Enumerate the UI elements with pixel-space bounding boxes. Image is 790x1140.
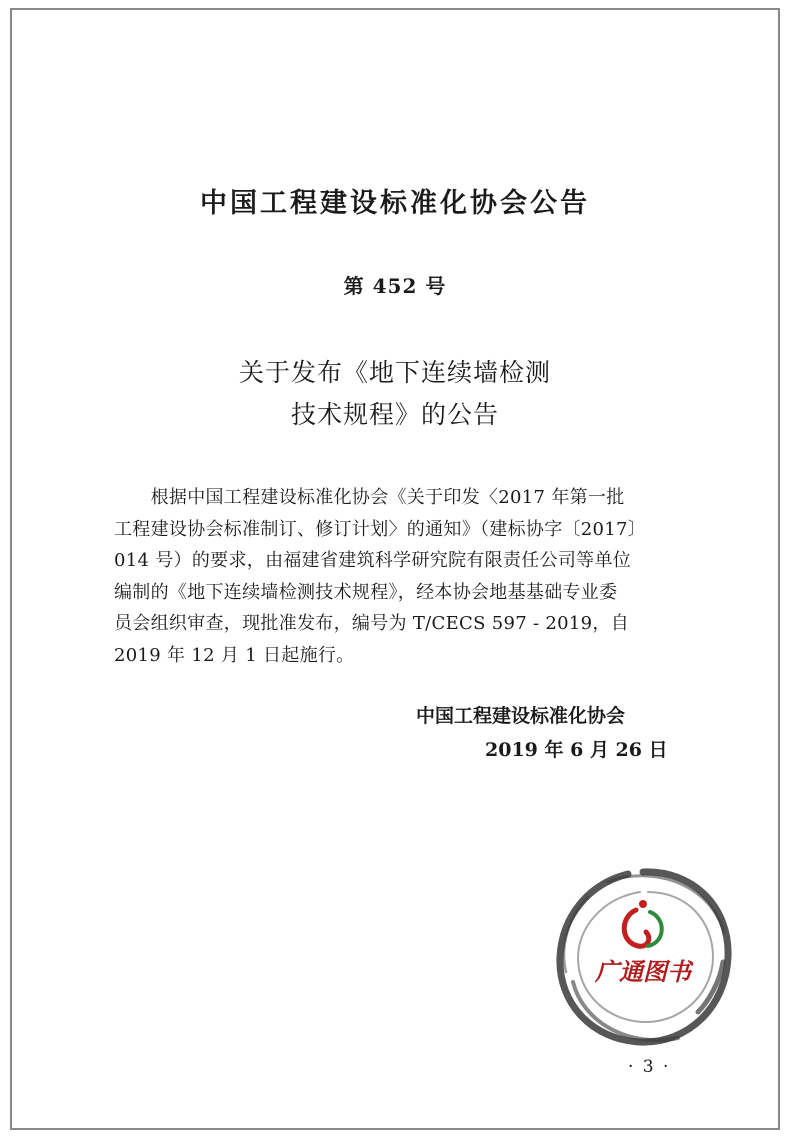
body-line: 2019 年 12 月 1 日起施行。 [114,644,355,666]
logo-mark-icon [624,900,662,946]
brush-ring [560,872,728,1042]
body-line: 014 号）的要求，由福建省建筑科学研究院有限责任公司等单位 [114,550,632,571]
subject-title [0,352,790,436]
subject-title-line-1: 关于发布《地下连续墙检测 [238,358,551,387]
publisher-watermark-logo [548,862,738,1052]
body-line: 员会组织审查，现批准发布，编号为 T/CECS 597 - 2019，自 [114,613,630,634]
body-paragraph [114,482,682,671]
signature-date: 2019 年 6 月 26 日 [485,739,668,761]
page-number: · 3 · [628,1057,671,1077]
signature-organization: 中国工程建设标准化协会 [416,705,626,727]
subject-title-line-2: 技术规程》的公告 [290,400,499,429]
body-line: 根据中国工程建设标准化协会《关于印发〈2017 年第一批 [114,487,625,508]
watermark-text: 广通图书 [595,958,691,986]
body-line: 编制的《地下连续墙检测技术规程》，经本协会地基基础专业委 [114,581,618,603]
body-line: 工程建设协会标准制订、修订计划〉的通知》（建标协字〔2017〕 [114,518,647,540]
announcement-header: 中国工程建设标准化协会公告 [200,188,590,219]
document-number: 第 452 号 [343,274,447,298]
